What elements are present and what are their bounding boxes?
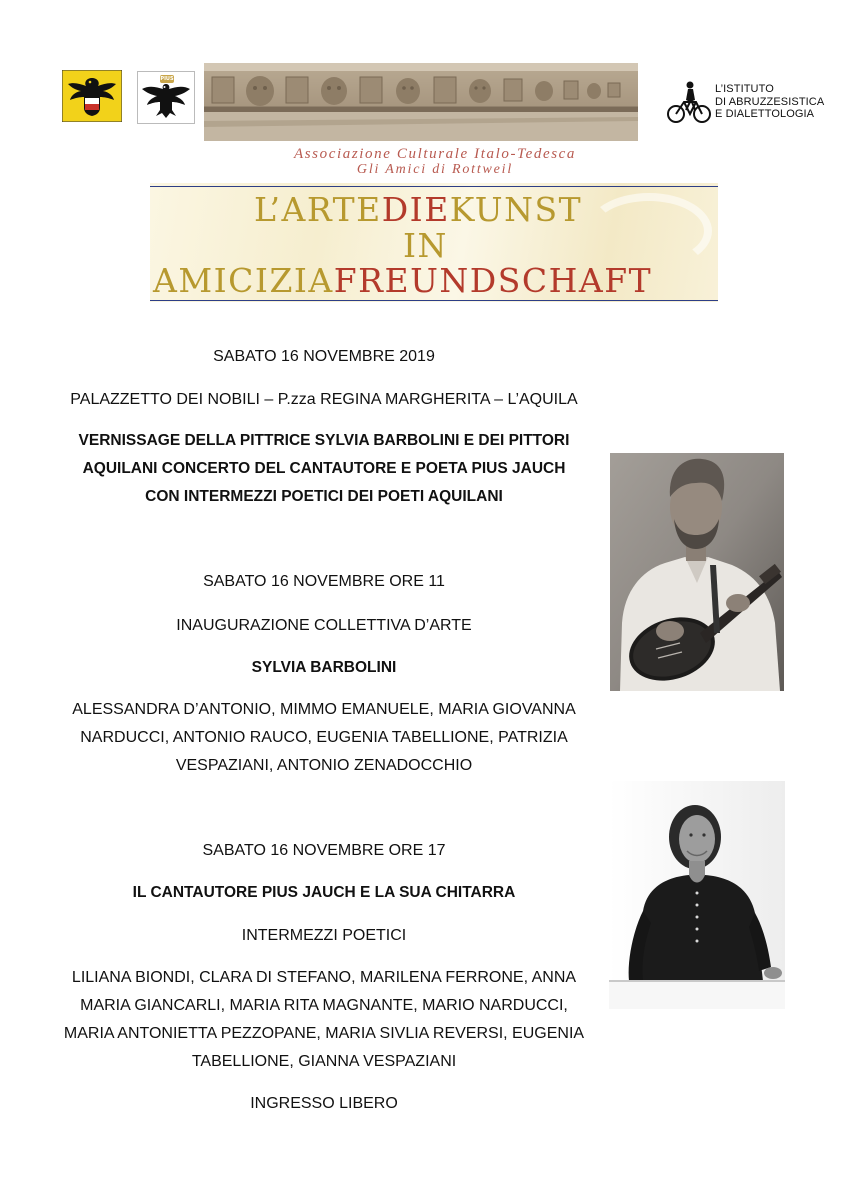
morning-time: SABATO 16 NOVEMBRE ORE 11: [203, 573, 445, 590]
istituto-name: L’ISTITUTO DI ABRUZZESISTICA E DIALETTOLOGIA: [715, 83, 825, 120]
headline-line: CON INTERMEZZI POETICI DEI POETI AQUILANI: [145, 488, 503, 505]
event-venue: PALAZZETTO DEI NOBILI – P.zza REGINA MARGHERITA – L’AQUILA: [70, 391, 578, 408]
poets-line: LILIANA BIONDI, CLARA DI STEFANO, MARILENA FERRONE, ANNA: [71, 969, 577, 986]
headline-line: VERNISSAGE DELLA PITTRICE SYLVIA BARBOLINI E DEI PITTORI: [78, 432, 570, 449]
banner-row-3: AMICIZIAFREUNDSCHAFT: [153, 261, 653, 300]
admission-text: INGRESSO LIBERO: [250, 1095, 398, 1112]
poets-line: TABELLIONE, GIANNA VESPAZIANI: [191, 1053, 457, 1070]
banner-row-2: IN: [403, 226, 448, 265]
afternoon-time: SABATO 16 NOVEMBRE ORE 17: [202, 842, 446, 859]
woman-photo: [609, 781, 785, 1009]
event-date: SABATO 16 NOVEMBRE 2019: [213, 348, 435, 365]
association-subtitle: Gli Amici di Rottweil: [356, 162, 514, 177]
artists-line: ALESSANDRA D’ANTONIO, MIMMO EMANUELE, MARIA GIOVANNA: [72, 701, 576, 718]
poets-line: MARIA GIANCARLI, MARIA RITA MAGNANTE, MARIO NARDUCCI,: [80, 997, 568, 1014]
artists-line: VESPAZIANI, ANTONIO ZENADOCCHIO: [175, 757, 473, 774]
fountain-photo: [204, 63, 638, 141]
morning-title: INAUGURAZIONE COLLETTIVA D’ARTE: [176, 617, 472, 634]
banner-row-1: L’ARTEDIEKUNST: [254, 190, 583, 229]
afternoon-subtitle: INTERMEZZI POETICI: [241, 927, 407, 944]
artists-line: NARDUCCI, ANTONIO RAUCO, EUGENIA TABELLIONE, PATRIZIA: [80, 729, 568, 746]
headline-line: AQUILANI CONCERTO DEL CANTAUTORE E POETA PIUS JAUCH: [82, 460, 566, 477]
crest-badge-text: PIUS: [160, 76, 174, 82]
featured-artist: SYLVIA BARBOLINI: [251, 659, 397, 676]
rottweil-crest-logo: [62, 70, 122, 122]
istituto-logo: [664, 80, 844, 124]
eagle-crest-logo: [137, 71, 195, 124]
event-banner: [150, 183, 718, 302]
guitarist-photo: [610, 453, 784, 691]
association-name: Associazione Culturale Italo-Tedesca: [293, 146, 577, 162]
bicycle-icon: [666, 80, 712, 124]
afternoon-title: IL CANTAUTORE PIUS JAUCH E LA SUA CHITARRA: [132, 884, 516, 901]
poets-line: MARIA ANTONIETTA PEZZOPANE, MARIA SIVLIA REVERSI, EUGENIA: [63, 1025, 585, 1042]
